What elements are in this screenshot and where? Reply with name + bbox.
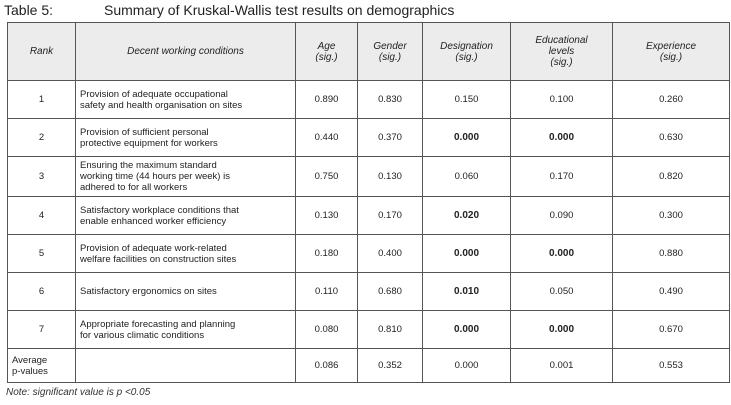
header-rank: Rank (8, 23, 76, 81)
average-conditions-cell (76, 349, 296, 383)
header-education (511, 23, 613, 81)
age-cell: 0.130 (296, 197, 358, 235)
gender-cell: 0.810 (358, 311, 423, 349)
designation-cell: 0.010 (423, 273, 511, 311)
condition-cell (76, 197, 296, 235)
experience-cell: 0.670 (613, 311, 730, 349)
condition-line: safety and health organisation on sites (80, 99, 243, 111)
experience-cell: 0.630 (613, 119, 730, 157)
condition-line: for various climatic conditions (80, 329, 205, 341)
gender-cell: 0.680 (358, 273, 423, 311)
table-caption (4, 2, 454, 18)
age-cell: 0.440 (296, 119, 358, 157)
experience-cell: 0.300 (613, 197, 730, 235)
designation-cell: 0.000 (423, 235, 511, 273)
rank-cell: 5 (8, 235, 76, 273)
education-cell: 0.090 (511, 197, 613, 235)
header-age-line1: Age (317, 40, 336, 52)
designation-cell: 0.000 (423, 119, 511, 157)
header-experience-line1: Experience (645, 40, 697, 52)
gender-cell: 0.370 (358, 119, 423, 157)
header-education-line2: levels (548, 46, 575, 57)
condition-cell (76, 273, 296, 311)
rank-cell: 1 (8, 81, 76, 119)
gender-cell: 0.830 (358, 81, 423, 119)
rank-cell: 4 (8, 197, 76, 235)
condition-line: Appropriate forecasting and planning (80, 318, 236, 330)
condition-cell (76, 311, 296, 349)
education-cell: 0.100 (511, 81, 613, 119)
condition-line: Satisfactory ergonomics on sites (80, 286, 217, 297)
rank-cell: 6 (8, 273, 76, 311)
condition-line: Provision of adequate work-related (80, 242, 227, 254)
header-experience (613, 23, 730, 81)
age-cell: 0.180 (296, 235, 358, 273)
condition-cell (76, 235, 296, 273)
header-gender-line1: Gender (373, 40, 407, 52)
caption-title: Summary of Kruskal-Wallis test results on demographics (104, 2, 455, 18)
table-row (8, 235, 730, 273)
designation-cell: 0.150 (423, 81, 511, 119)
condition-cell (76, 81, 296, 119)
gender-cell: 0.130 (358, 157, 423, 197)
education-cell: 0.000 (511, 311, 613, 349)
age-cell: 0.080 (296, 311, 358, 349)
condition-line: protective equipment for workers (80, 137, 218, 149)
condition-line: Provision of adequate occupational (80, 88, 228, 100)
gender-cell: 0.170 (358, 197, 423, 235)
gender-cell: 0.400 (358, 235, 423, 273)
condition-line: Provision of sufficient personal (80, 126, 209, 138)
education-cell: 0.170 (511, 157, 613, 197)
header-education-line3: (sig.) (550, 57, 573, 68)
rank-cell: 2 (8, 119, 76, 157)
condition-line: adhered to for all workers (80, 182, 188, 193)
age-cell: 0.110 (296, 273, 358, 311)
header-designation-line1: Designation (440, 40, 493, 52)
average-label-line2: p-values (12, 365, 48, 377)
caption-label: Table 5: (4, 2, 54, 18)
experience-cell: 0.490 (613, 273, 730, 311)
education-cell: 0.050 (511, 273, 613, 311)
table-row (8, 119, 730, 157)
experience-cell: 0.820 (613, 157, 730, 197)
average-experience-cell: 0.553 (613, 349, 730, 383)
table-row (8, 81, 730, 119)
condition-line: enable enhanced worker efficiency (80, 215, 227, 227)
table-row (8, 197, 730, 235)
table-row (8, 311, 730, 349)
header-gender-line2: (sig.) (378, 51, 402, 63)
table-note: Note: significant value is p <0.05 (6, 387, 151, 398)
education-cell: 0.000 (511, 235, 613, 273)
average-label-cell (8, 349, 76, 383)
header-experience-line2: (sig.) (659, 51, 683, 63)
rank-cell: 3 (8, 157, 76, 197)
condition-line: Satisfactory workplace conditions that (80, 204, 239, 216)
average-designation-cell: 0.000 (423, 349, 511, 383)
header-age (296, 23, 358, 81)
rank-cell: 7 (8, 311, 76, 349)
header-education-line1: Educational (535, 35, 588, 46)
average-label-line1: Average (12, 354, 48, 366)
experience-cell: 0.880 (613, 235, 730, 273)
header-designation-line2: (sig.) (455, 51, 478, 63)
condition-line: welfare facilities on construction sites (80, 253, 237, 265)
age-cell: 0.750 (296, 157, 358, 197)
condition-cell (76, 119, 296, 157)
header-designation (423, 23, 511, 81)
header-age-line2: (sig.) (315, 51, 338, 63)
designation-cell: 0.000 (423, 311, 511, 349)
designation-cell: 0.020 (423, 197, 511, 235)
age-cell: 0.890 (296, 81, 358, 119)
average-row (8, 349, 730, 383)
table-row (8, 273, 730, 311)
header-conditions: Decent working conditions (76, 23, 296, 81)
designation-cell: 0.060 (423, 157, 511, 197)
average-gender-cell: 0.352 (358, 349, 423, 383)
experience-cell: 0.260 (613, 81, 730, 119)
condition-line: working time (44 hours per week) is (80, 171, 230, 182)
average-age-cell: 0.086 (296, 349, 358, 383)
results-table (7, 22, 730, 383)
header-row (8, 23, 730, 81)
education-cell: 0.000 (511, 119, 613, 157)
header-gender (358, 23, 423, 81)
condition-cell (76, 157, 296, 197)
average-education-cell: 0.001 (511, 349, 613, 383)
condition-line: Ensuring the maximum standard (80, 160, 217, 171)
table-row (8, 157, 730, 197)
